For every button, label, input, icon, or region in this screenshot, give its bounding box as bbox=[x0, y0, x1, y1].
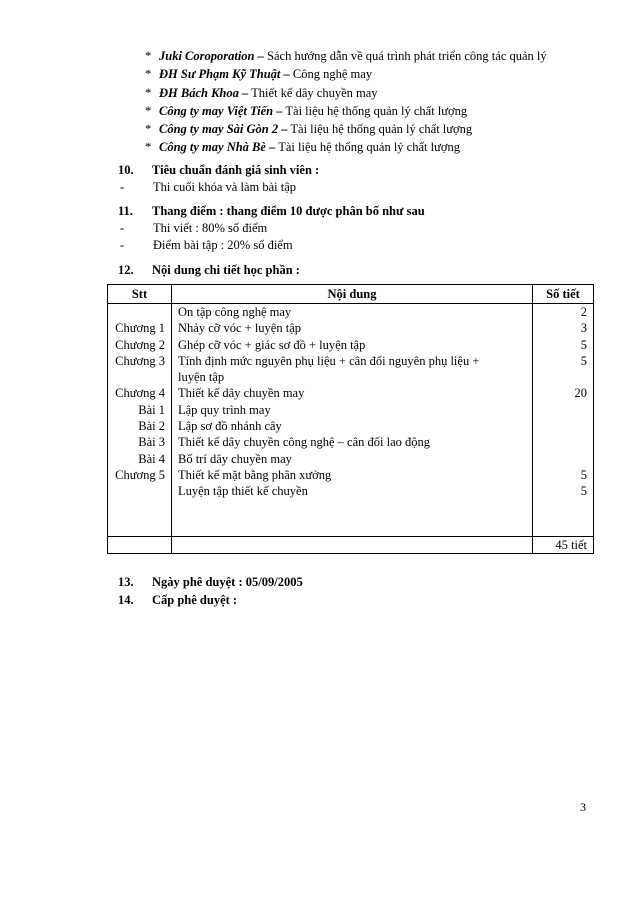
reference-item bbox=[145, 65, 547, 83]
section-13-heading bbox=[118, 574, 303, 591]
page-number: 3 bbox=[580, 800, 586, 814]
header-sotiet: Số tiết bbox=[533, 285, 594, 304]
section-number: 12. bbox=[118, 263, 134, 277]
hours-value: 5 bbox=[580, 467, 587, 482]
reference-list bbox=[145, 47, 547, 157]
section-11-item bbox=[120, 237, 293, 254]
noidung-column bbox=[172, 304, 533, 537]
hours-value: 5 bbox=[580, 337, 587, 352]
section-number: 10. bbox=[118, 163, 134, 177]
hours-value bbox=[533, 402, 593, 418]
reference-source: Juki Coroporation – bbox=[159, 49, 264, 63]
stt-label bbox=[108, 369, 171, 385]
section-title: Ngày phê duyệt : 05/09/2005 bbox=[152, 575, 303, 589]
dash-marker: - bbox=[120, 221, 125, 235]
reference-description: Tài liệu hệ thống quản lý chất lượng bbox=[275, 140, 460, 155]
hours-value: 3 bbox=[580, 321, 587, 336]
content-line: Thiết kế dây chuyền may bbox=[178, 386, 305, 401]
reference-item bbox=[145, 47, 547, 65]
stt-label: Chương 2 bbox=[115, 337, 165, 352]
stt-label bbox=[108, 304, 171, 320]
reference-source: ĐH Sư Phạm Kỹ Thuật – bbox=[159, 67, 290, 82]
table-body-row bbox=[108, 304, 594, 537]
section-10-item bbox=[120, 179, 296, 196]
section-10-heading bbox=[118, 162, 319, 179]
stt-label: Chương 1 bbox=[115, 321, 165, 336]
content-line: Lập quy trình may bbox=[178, 402, 271, 417]
stt-label: Bài 1 bbox=[138, 402, 165, 417]
section-11-heading bbox=[118, 203, 425, 220]
hours-value: 5 bbox=[580, 353, 587, 368]
section-11-item bbox=[120, 220, 267, 237]
bullet-star: * bbox=[145, 67, 152, 82]
content-line: On tập công nghệ may bbox=[178, 305, 292, 319]
hours-value bbox=[533, 418, 593, 434]
reference-description: Tài liệu hệ thống quản lý chất lượng bbox=[282, 103, 468, 118]
reference-item bbox=[145, 138, 547, 156]
total-noidung-cell bbox=[172, 537, 533, 554]
section-title: Tiêu chuẩn đánh giá sinh viên : bbox=[152, 163, 320, 177]
reference-source: ĐH Bách Khoa – bbox=[159, 85, 249, 100]
reference-item bbox=[145, 120, 547, 138]
reference-description: Thiết kế dây chuyền may bbox=[248, 85, 378, 100]
section-title: Thang điểm : thang điểm 10 được phân bố như sau bbox=[152, 204, 425, 218]
section-number: 13. bbox=[118, 575, 134, 589]
reference-source: Công ty may Sài Gòn 2 – bbox=[159, 122, 288, 137]
stt-label: Bài 2 bbox=[138, 419, 165, 434]
reference-source: Công ty may Việt Tiến – bbox=[159, 103, 283, 118]
section-number: 14. bbox=[118, 593, 134, 607]
hours-value bbox=[533, 451, 593, 467]
section-14-heading bbox=[118, 592, 237, 609]
section-title: Cấp phê duyệt : bbox=[152, 593, 238, 607]
dash-marker: - bbox=[120, 238, 125, 252]
stt-label: Bài 3 bbox=[138, 435, 165, 450]
hours-value: 20 bbox=[574, 386, 587, 401]
header-noidung: Nội dung bbox=[172, 285, 533, 304]
hours-value bbox=[533, 434, 593, 450]
bullet-star: * bbox=[145, 140, 152, 155]
reference-description: Sách hướng dẫn về quá trình phát triển công tác quản lý bbox=[263, 49, 547, 63]
reference-source: Công ty may Nhà Bè – bbox=[159, 140, 276, 155]
content-line: Bố trí dây chuyền may bbox=[178, 451, 292, 466]
stt-column bbox=[108, 304, 172, 537]
bullet-star: * bbox=[145, 103, 152, 118]
content-line: Nhảy cỡ vóc + luyện tập bbox=[178, 321, 301, 336]
content-line: Tính định mức nguyên phụ liệu + cân đối nguyên phụ liệu + bbox=[178, 353, 480, 368]
dash-marker: - bbox=[120, 180, 125, 194]
reference-description: Tài liệu hệ thống quản lý chất lượng bbox=[287, 122, 473, 137]
table-total-row bbox=[108, 537, 594, 554]
content-line: Lập sơ đồ nhánh cây bbox=[178, 419, 282, 434]
content-line: Thiết kế dây chuyền công nghệ – cân đối lao động bbox=[178, 435, 431, 450]
item-text: Thi viết : 80% số điểm bbox=[153, 221, 268, 235]
content-line: luyện tập bbox=[178, 370, 225, 385]
stt-label: Chương 5 bbox=[115, 467, 165, 482]
item-text: Điểm bài tập : 20% số điểm bbox=[153, 238, 293, 252]
stt-label: Bài 4 bbox=[138, 451, 165, 466]
hours-value bbox=[533, 369, 593, 385]
stt-label: Chương 3 bbox=[115, 353, 165, 368]
reference-item bbox=[145, 84, 547, 102]
total-stt-cell bbox=[108, 537, 172, 554]
table-header-row bbox=[108, 285, 594, 304]
content-line: Ghép cỡ vóc + giác sơ đồ + luyện tập bbox=[178, 337, 366, 352]
reference-item bbox=[145, 102, 547, 120]
bullet-star: * bbox=[145, 85, 152, 100]
content-line: Luyện tập thiết kế chuyền bbox=[178, 484, 308, 499]
header-stt: Stt bbox=[108, 285, 172, 304]
stt-label: Chương 4 bbox=[115, 386, 165, 401]
stt-label bbox=[108, 483, 171, 499]
section-number: 11. bbox=[118, 204, 133, 218]
section-title: Nội dung chi tiết học phần : bbox=[152, 263, 300, 277]
content-line: Thiết kế mặt bằng phân xưởng bbox=[178, 467, 332, 482]
course-content-table bbox=[107, 284, 594, 554]
reference-description: Công nghệ may bbox=[289, 67, 373, 82]
item-text: Thi cuối khóa và làm bài tập bbox=[153, 180, 297, 194]
bullet-star: * bbox=[145, 49, 152, 63]
section-12-heading bbox=[118, 262, 300, 279]
total-hours: 45 tiết bbox=[533, 537, 594, 554]
bullet-star: * bbox=[145, 122, 152, 137]
hours-value: 2 bbox=[580, 305, 587, 319]
sotiet-column bbox=[533, 304, 594, 537]
hours-value: 5 bbox=[580, 484, 587, 499]
